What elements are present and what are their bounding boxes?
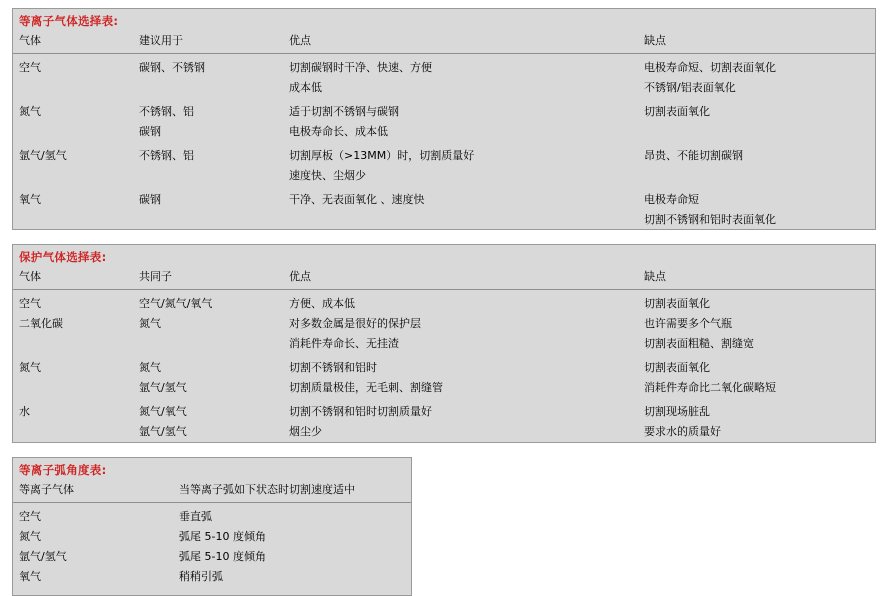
cell-cons: 要求水的质量好 — [644, 425, 721, 438]
cell-gas: 氧气 — [19, 192, 41, 206]
column-header-gas: 气体 — [19, 270, 41, 284]
cell-gas — [13, 122, 133, 142]
cell-pros: 对多数金属是很好的保护层 — [289, 317, 421, 331]
cell-use — [133, 334, 283, 354]
cell-use: 碳钢 — [139, 192, 161, 206]
cell-gas — [13, 166, 133, 186]
shield-gas-selection-title: 保护气体选择表: — [19, 250, 107, 265]
cell-cons — [638, 122, 875, 142]
table-row — [13, 210, 875, 230]
table-header-row — [13, 267, 875, 289]
table-row — [13, 567, 411, 587]
cell-cons: 切割不锈钢和铝时表面氧化 — [644, 212, 776, 226]
column-header-cons: 缺点 — [644, 270, 666, 284]
table-row — [13, 186, 875, 210]
cell-pros: 速度快、尘烟少 — [289, 168, 366, 182]
table-row — [13, 122, 875, 142]
cell-gas — [13, 210, 133, 230]
cell-cons: 也许需要多个气瓶 — [644, 317, 732, 331]
cell-cons: 不锈钢/铝表面氧化 — [644, 80, 736, 94]
cell-gas — [13, 378, 133, 398]
cell-pros: 切割不锈钢和铝时切割质量好 — [289, 405, 432, 419]
table-row — [13, 334, 875, 354]
cell-gas — [13, 334, 133, 354]
table-row — [13, 422, 875, 442]
cell-pros: 切割质量极佳，无毛刺、割缝管 — [289, 381, 443, 395]
column-header-pros: 优点 — [289, 270, 311, 284]
cell-gas: 氮气 — [19, 529, 41, 543]
cell-cons: 切割表面氧化 — [644, 297, 710, 311]
shield-gas-selection-table — [13, 267, 875, 442]
table-row — [13, 142, 875, 166]
cell-use: 氮气 — [139, 361, 161, 375]
cell-pros: 成本低 — [289, 80, 322, 94]
cell-pros: 适于切割不锈钢与碳钢 — [289, 104, 399, 118]
cell-use: 氮气/氧气 — [139, 405, 187, 419]
cell-use: 氮气 — [139, 317, 161, 331]
cell-gas: 氮气 — [19, 104, 41, 118]
cell-pros: 干净、无表面氧化 、速度快 — [289, 192, 425, 206]
cell-use — [133, 78, 283, 98]
cell-cons: 电极寿命短 — [644, 192, 699, 206]
cell-use: 不锈钢、铝 — [139, 104, 194, 118]
plasma-arc-angle-panel — [12, 457, 412, 596]
table-row — [13, 98, 875, 122]
cell-cons: 消耗件寿命比二氧化碳略短 — [644, 381, 776, 395]
cell-use: 空气/氮气/氧气 — [139, 297, 213, 311]
cell-angle: 弧尾 5-10 度倾角 — [179, 529, 266, 543]
cell-use: 碳钢 — [139, 124, 161, 138]
column-header-gas: 气体 — [19, 34, 41, 47]
cell-use: 氩气/氢气 — [139, 425, 187, 438]
cell-gas: 氩气/氢气 — [19, 549, 67, 563]
cell-angle: 弧尾 5-10 度倾角 — [179, 549, 266, 563]
cell-pros — [283, 210, 638, 230]
column-header-gas: 等离子气体 — [19, 482, 74, 496]
cell-gas: 氮气 — [19, 361, 41, 375]
column-header-angle: 当等离子弧如下状态时切割速度适中 — [179, 482, 355, 496]
table-header-row — [13, 480, 411, 502]
cell-use: 不锈钢、铝 — [139, 148, 194, 162]
column-header-pros: 优点 — [289, 34, 311, 47]
cell-cons: 昂贵、不能切割碳钢 — [644, 148, 743, 162]
cell-use — [133, 210, 283, 230]
cell-angle: 垂直弧 — [179, 509, 212, 523]
column-header-use: 建议用于 — [139, 34, 183, 47]
cell-pros: 烟尘少 — [289, 425, 322, 438]
table-row — [13, 547, 411, 567]
table-row — [13, 378, 875, 398]
cell-cons: 切割表面氧化 — [644, 361, 710, 375]
table-row — [13, 314, 875, 334]
cell-gas — [13, 78, 133, 98]
plasma-arc-angle-table — [13, 480, 411, 595]
cell-angle: 稍稍引弧 — [179, 569, 223, 583]
plasma-gas-selection-title: 等离子气体选择表: — [19, 14, 119, 28]
cell-cons: 切割表面粗糙、割缝宽 — [644, 337, 754, 351]
cell-cons: 切割表面氧化 — [644, 104, 710, 118]
cell-gas: 二氧化碳 — [19, 317, 63, 331]
plasma-gas-selection-panel — [12, 8, 876, 230]
cell-gas: 氩气/氢气 — [19, 148, 67, 162]
cell-pros: 切割碳钢时干净、快速、方便 — [289, 60, 432, 74]
cell-use — [133, 166, 283, 186]
table-row — [13, 78, 875, 98]
shield-gas-selection-panel — [12, 244, 876, 443]
cell-gas: 空气 — [19, 297, 41, 311]
cell-pros: 方便、成本低 — [289, 297, 355, 311]
cell-gas: 空气 — [19, 60, 41, 74]
table-spacer-row — [13, 587, 411, 595]
table-row — [13, 527, 411, 547]
table-row — [13, 398, 875, 422]
cell-cons: 切割现场脏乱 — [644, 405, 710, 419]
cell-gas: 氧气 — [19, 569, 41, 583]
cell-gas — [13, 422, 133, 442]
plasma-arc-angle-title: 等离子弧角度表: — [19, 462, 107, 477]
cell-use: 碳钢、不锈钢 — [139, 60, 205, 74]
cell-cons: 电极寿命短、切割表面氧化 — [644, 60, 776, 74]
cell-pros: 切割厚板（>13MM）时，切割质量好 — [289, 148, 475, 162]
column-header-use: 共同子 — [139, 270, 172, 284]
table-row — [13, 502, 411, 526]
table-row — [13, 290, 875, 314]
cell-pros: 消耗件寿命长、无挂渣 — [289, 337, 399, 351]
table-header-row — [13, 31, 875, 53]
cell-gas: 水 — [19, 405, 30, 419]
cell-cons — [638, 166, 875, 186]
column-header-cons: 缺点 — [644, 34, 666, 47]
cell-gas: 空气 — [19, 509, 41, 523]
table-row — [13, 166, 875, 186]
cell-pros: 电极寿命长、成本低 — [289, 124, 388, 138]
table-row — [13, 354, 875, 378]
plasma-gas-selection-table — [13, 31, 875, 229]
table-row — [13, 53, 875, 77]
cell-pros: 切割不锈钢和铝时 — [289, 361, 377, 375]
cell-use: 氩气/氢气 — [139, 381, 187, 395]
